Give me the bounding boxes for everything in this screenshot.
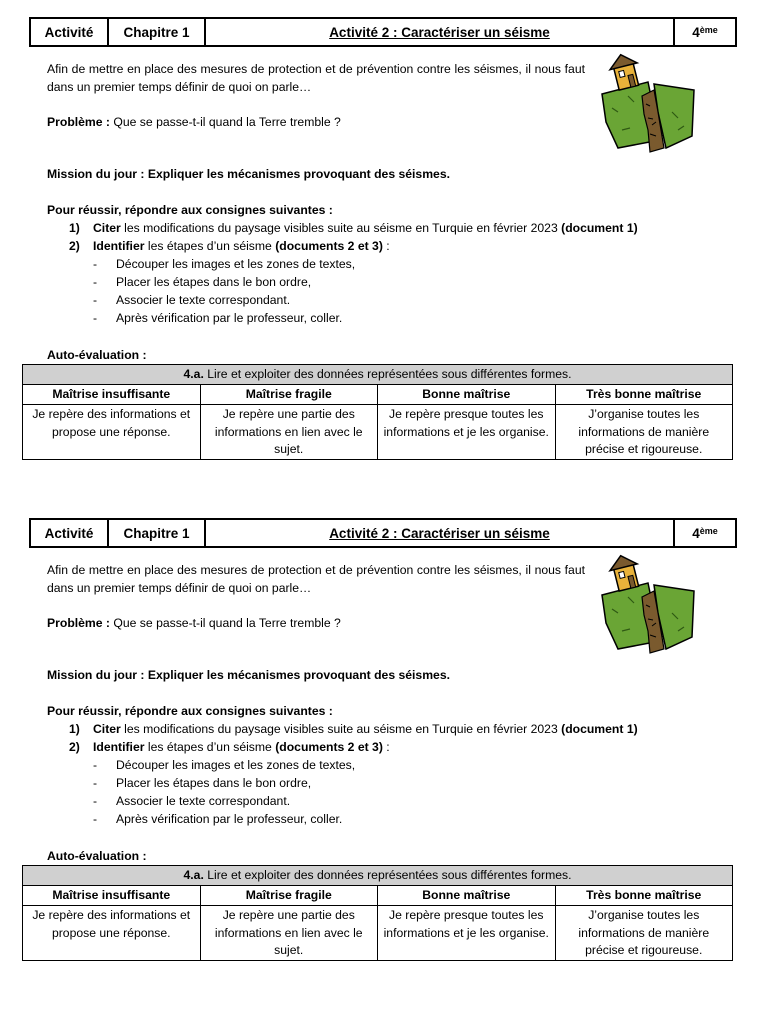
step-verb: Identifier xyxy=(93,239,145,253)
step-tail: : xyxy=(382,239,390,253)
instruction-step xyxy=(69,738,638,756)
level-descriptor: Je repère des informations et propose une réponse. xyxy=(23,405,201,460)
level-descriptor: J’organise toutes les informations de manière précise et rigoureuse. xyxy=(555,405,733,460)
grade-level-suffix: ème xyxy=(699,526,718,536)
level-descriptor: J’organise toutes les informations de manière précise et rigoureuse. xyxy=(555,906,733,961)
step-number: 2) xyxy=(69,239,80,253)
level-header: Bonne maîtrise xyxy=(378,886,556,906)
mission-statement: Mission du jour : Expliquer les mécanismes provoquant des séismes. xyxy=(47,167,450,181)
step-number: 1) xyxy=(69,722,80,736)
sub-instruction-text: Associer le texte correspondant. xyxy=(116,794,291,808)
sub-instructions xyxy=(93,255,355,327)
level-header-row xyxy=(23,385,733,405)
dash-bullet: - xyxy=(93,311,98,325)
intro-paragraph: Afin de mettre en place des mesures de protection et de prévention contre les séismes, il nous faut dans un premier temps définir de quoi on parle… xyxy=(47,62,585,94)
sub-instruction-text: Découper les images et les zones de textes, xyxy=(116,758,356,772)
skill-code: 4.a. xyxy=(183,868,204,882)
tilted-house-icon xyxy=(607,52,642,91)
level-header: Maîtrise insuffisante xyxy=(23,385,201,405)
dash-bullet: - xyxy=(93,812,98,826)
grade-level-number: 4 xyxy=(692,24,700,40)
level-header: Très bonne maîtrise xyxy=(555,886,733,906)
sub-instruction xyxy=(93,756,355,774)
problem-statement xyxy=(47,113,341,131)
activity-label: Activité xyxy=(31,19,109,45)
step-number: 2) xyxy=(69,740,80,754)
activity-sheet-2 xyxy=(0,501,768,1001)
step-number: 1) xyxy=(69,221,80,235)
dash-bullet: - xyxy=(93,794,98,808)
level-descriptor: Je repère presque toutes les informations et je les organise. xyxy=(378,906,556,961)
level-descriptor: Je repère presque toutes les informations et je les organise. xyxy=(378,405,556,460)
step-verb: Citer xyxy=(93,722,121,736)
level-descriptor: Je repère des informations et propose une réponse. xyxy=(23,906,201,961)
self-assessment-table xyxy=(22,865,733,961)
sub-instruction xyxy=(93,774,355,792)
self-assessment-title: Auto-évaluation : xyxy=(47,348,147,362)
problem-label: Problème : xyxy=(47,616,110,630)
self-assessment-title: Auto-évaluation : xyxy=(47,849,147,863)
dash-bullet: - xyxy=(93,275,98,289)
sub-instruction xyxy=(93,291,355,309)
sub-instruction-text: Découper les images et les zones de textes, xyxy=(116,257,356,271)
level-descriptor-row xyxy=(23,906,733,961)
chapter-label: Chapitre 1 xyxy=(109,520,206,546)
mission-statement: Mission du jour : Expliquer les mécanismes provoquant des séismes. xyxy=(47,668,450,682)
step-document-ref: (documents 2 et 3) xyxy=(275,239,383,253)
instruction-step xyxy=(69,720,638,738)
level-header: Maîtrise insuffisante xyxy=(23,886,201,906)
skill-row xyxy=(23,866,733,886)
grade-level xyxy=(675,520,735,546)
problem-label: Problème : xyxy=(47,115,110,129)
level-header-row xyxy=(23,886,733,906)
step-document-ref: (document 1) xyxy=(561,722,638,736)
skill-text: Lire et exploiter des données représentées sous différentes formes. xyxy=(203,868,572,882)
activity-header xyxy=(29,17,737,47)
instruction-steps xyxy=(69,720,638,756)
level-descriptor: Je repère une partie des informations en lien avec le sujet. xyxy=(200,405,378,460)
activity-title: Activité 2 : Caractériser un séisme xyxy=(206,19,675,45)
sub-instruction-text: Placer les étapes dans le bon ordre, xyxy=(116,776,312,790)
level-header: Très bonne maîtrise xyxy=(555,385,733,405)
level-header: Bonne maîtrise xyxy=(378,385,556,405)
sub-instructions xyxy=(93,756,355,828)
grade-level xyxy=(675,19,735,45)
skill-code: 4.a. xyxy=(183,367,204,381)
dash-bullet: - xyxy=(93,293,98,307)
sub-instruction-text: Après vérification par le professeur, coller. xyxy=(116,812,343,826)
instruction-steps xyxy=(69,219,638,255)
instruction-step xyxy=(69,237,638,255)
activity-sheet-1 xyxy=(0,0,768,500)
step-document-ref: (documents 2 et 3) xyxy=(275,740,383,754)
step-document-ref: (document 1) xyxy=(561,221,638,235)
tilted-house-icon xyxy=(607,553,642,592)
instructions-title: Pour réussir, répondre aux consignes suivantes : xyxy=(47,704,333,718)
problem-text: Que se passe-t-il quand la Terre tremble ? xyxy=(110,616,341,630)
step-verb: Identifier xyxy=(93,740,145,754)
step-verb: Citer xyxy=(93,221,121,235)
level-header: Maîtrise fragile xyxy=(200,385,378,405)
activity-header xyxy=(29,518,737,548)
step-text: les modifications du paysage visibles suite au séisme en Turquie en février 2023 xyxy=(120,722,562,736)
problem-text: Que se passe-t-il quand la Terre tremble ? xyxy=(110,115,341,129)
dash-bullet: - xyxy=(93,776,98,790)
intro-paragraph: Afin de mettre en place des mesures de protection et de prévention contre les séismes, il nous faut dans un premier temps définir de quoi on parle… xyxy=(47,563,585,595)
level-descriptor-row xyxy=(23,405,733,460)
grade-level-suffix: ème xyxy=(699,25,718,35)
step-tail: : xyxy=(382,740,390,754)
earthquake-illustration xyxy=(598,52,698,156)
activity-title: Activité 2 : Caractériser un séisme xyxy=(206,520,675,546)
level-descriptor: Je repère une partie des informations en lien avec le sujet. xyxy=(200,906,378,961)
skill-cell xyxy=(23,866,733,886)
chapter-label: Chapitre 1 xyxy=(109,19,206,45)
level-header: Maîtrise fragile xyxy=(200,886,378,906)
sub-instruction xyxy=(93,810,355,828)
step-text: les modifications du paysage visibles suite au séisme en Turquie en février 2023 xyxy=(120,221,562,235)
sub-instruction-text: Associer le texte correspondant. xyxy=(116,293,291,307)
instructions-title: Pour réussir, répondre aux consignes suivantes : xyxy=(47,203,333,217)
dash-bullet: - xyxy=(93,758,98,772)
sub-instruction xyxy=(93,792,355,810)
sub-instruction-text: Après vérification par le professeur, coller. xyxy=(116,311,343,325)
step-text: les étapes d’un séisme xyxy=(144,740,276,754)
dash-bullet: - xyxy=(93,257,98,271)
step-text: les étapes d’un séisme xyxy=(144,239,276,253)
skill-row xyxy=(23,365,733,385)
skill-cell xyxy=(23,365,733,385)
skill-text: Lire et exploiter des données représentées sous différentes formes. xyxy=(203,367,572,381)
instruction-step xyxy=(69,219,638,237)
sub-instruction-text: Placer les étapes dans le bon ordre, xyxy=(116,275,312,289)
sub-instruction xyxy=(93,255,355,273)
earthquake-illustration xyxy=(598,553,698,657)
activity-label: Activité xyxy=(31,520,109,546)
sub-instruction xyxy=(93,309,355,327)
self-assessment-table xyxy=(22,364,733,460)
problem-statement xyxy=(47,614,341,632)
sub-instruction xyxy=(93,273,355,291)
grade-level-number: 4 xyxy=(692,525,700,541)
